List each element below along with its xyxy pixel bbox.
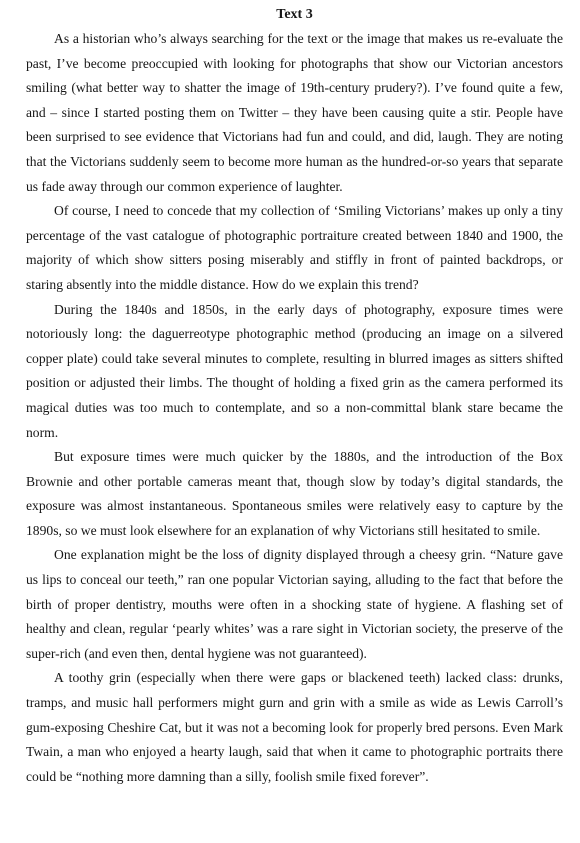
- paragraph-3: During the 1840s and 1850s, in the early days of photography, exposure times were notoriously long: the daguerreotype photographic method (producing an image on a silvered copper plate) could take several minutes to complete, resulting in blurred images as sitters shifted position or adjusted their limbs. The thought of holding a fixed grin as the camera performed its magical duties was too much to contemplate, and so a non-committal blank stare became the norm.: [26, 301, 563, 440]
- paragraph-6: A toothy grin (especially when there were gaps or blackened teeth) lacked class: drunks, tramps, and music hall performers might gurn and grin with a smile as wide as Lewis Carroll’s gum-exposing Cheshire Cat, but it was not a becoming look for properly bred persons. Even Mark Twain, a man who enjoyed a hearty laugh, said that when it came to photographic portraits there could be “nothing more damning than a silly, foolish smile fixed forever”.: [26, 670, 563, 784]
- paragraph-4: But exposure times were much quicker by the 1880s, and the introduction of the Box Brownie and other portable cameras meant that, though slow by today’s digital standards, the exposure was almost instantaneous. Spontaneous smiles were relatively easy to capture by the 1890s, so we must look elsewhere for an explanation of why Victorians still hesitated to smile.: [26, 449, 563, 538]
- document-title: Text 3: [276, 7, 313, 22]
- paragraph-2: Of course, I need to concede that my collection of ‘Smiling Victorians’ makes up only a tiny percentage of the vast catalogue of photographic portraiture created between 1840 and 1900, the majority of which show sitters posing miserably and stiffly in front of painted backdrops, or staring absently into the middle distance. How do we explain this trend?: [26, 203, 563, 292]
- paragraph-5: One explanation might be the loss of dignity displayed through a cheesy grin. “Nature gave us lips to conceal our teeth,” ran one popular Victorian saying, alluding to the fact that before the birth of proper dentistry, mouths were often in a shocking state of hygiene. A flashing set of healthy and clean, regular ‘pearly whites’ was a rare sight in Victorian society, the preserve of the super-rich (and even then, dental hygiene was not guaranteed).: [26, 547, 563, 661]
- paragraph-1: As a historian who’s always searching for the text or the image that makes us re-evaluate the past, I’ve become preoccupied with looking for photographs that show our Victorian ancestors smiling (what better way to shatter the image of 19th-century prudery?). I’ve found quite a few, and – since I started posting them on Twitter – they have been causing quite a stir. People have been surprised to see evidence that Victorians had fun and could, and did, laugh. They are noting that the Victorians suddenly seem to become more human as the hundred-or-so years that separate us fade away through our common experience of laughter.: [26, 31, 563, 194]
